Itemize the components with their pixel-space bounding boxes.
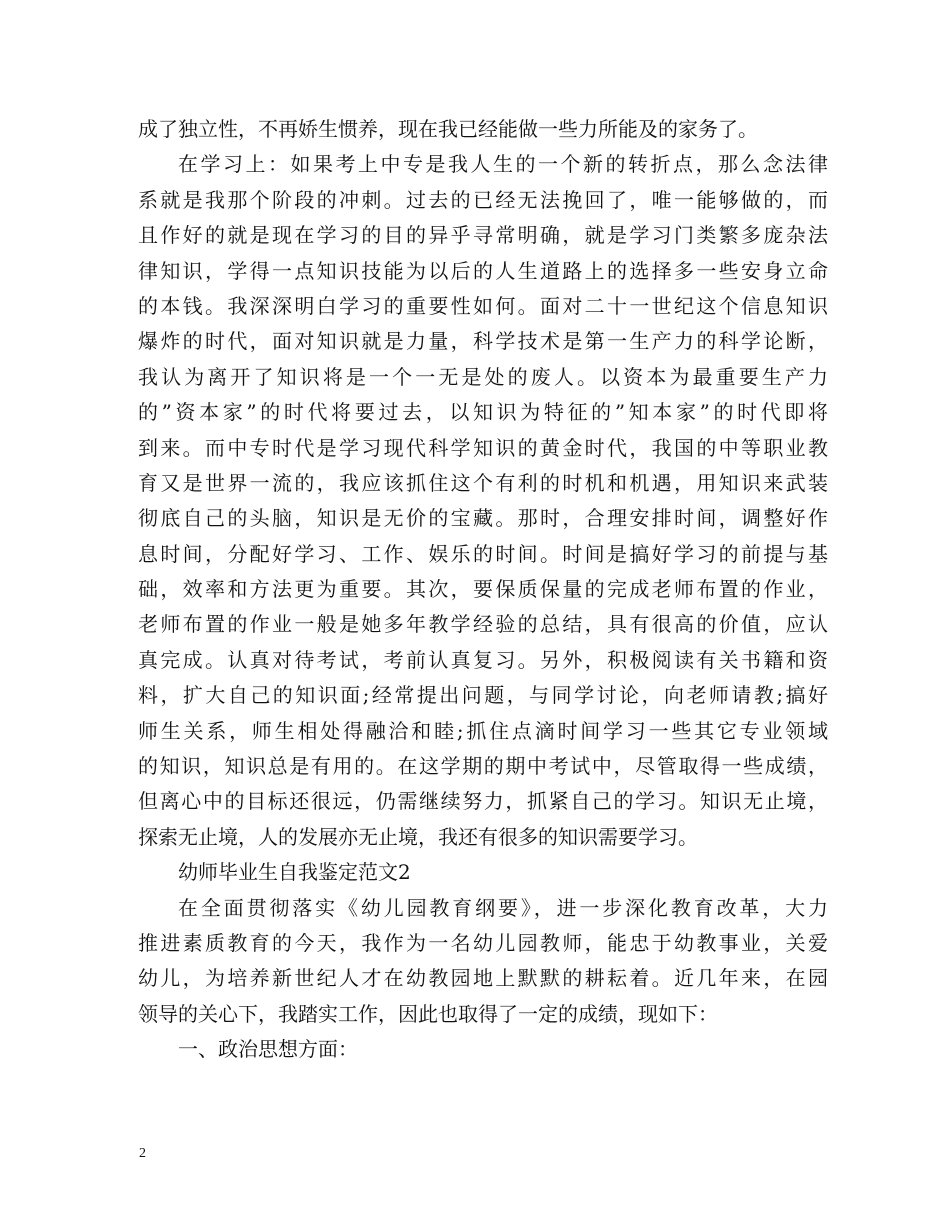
text-line: 领导的关心下，我踏实工作，因此也取得了一定的成绩，现如下： <box>138 1001 718 1026</box>
text-line: 彻底自己的头脑，知识是无价的宝藏。那时，合理安排时间，调整好作 <box>138 506 828 531</box>
text-line: 的”资本家”的时代将要过去，以知识为特征的”知本家”的时代即将 <box>138 400 828 425</box>
text-line: 到来。而中专时代是学习现代科学知识的黄金时代，我国的中等职业教 <box>138 435 828 460</box>
text-line: 育又是世界一流的，我应该抓住这个有利的时机和机遇，用知识来武装 <box>138 470 828 495</box>
text-line: 且作好的就是现在学习的目的异乎寻常明确，就是学习门类繁多庞杂法 <box>138 223 828 248</box>
subsection-heading: 一、政治思想方面： <box>178 1037 358 1062</box>
text-line: 老师布置的作业一般是她多年教学经验的总结，具有很高的价值，应认 <box>138 612 828 637</box>
text-line: 成了独立性，不再娇生惯养，现在我已经能做一些力所能及的家务了。 <box>138 117 758 141</box>
text-line: 系就是我那个阶段的冲刺。过去的已经无法挽回了，唯一能够做的，而 <box>138 187 828 212</box>
text-line: 础，效率和方法更为重要。其次，要保质保量的完成老师布置的作业， <box>138 577 828 602</box>
text-line: 息时间，分配好学习、工作、娱乐的时间。时间是搞好学习的前提与基 <box>138 541 828 566</box>
text-line: 律知识，学得一点知识技能为以后的人生道路上的选择多一些安身立命 <box>138 258 828 283</box>
text-line: 的知识，知识总是有用的。在这学期的期中考试中，尽管取得一些成绩， <box>138 754 828 779</box>
text-line: 真完成。认真对待考试，考前认真复习。另外，积极阅读有关书籍和资 <box>138 647 828 672</box>
text-line: 推进素质教育的今天，我作为一名幼儿园教师，能忠于幼教事业，关爱 <box>138 930 828 955</box>
paragraph-start-line: 在全面贯彻落实《幼儿园教育纲要》，进一步深化教育改革，大力 <box>178 895 828 920</box>
page-number: 2 <box>139 1146 146 1161</box>
text-line: 的本钱。我深深明白学习的重要性如何。面对二十一世纪这个信息知识 <box>138 293 828 318</box>
paragraph-start-line: 在学习上：如果考上中专是我人生的一个新的转折点，那么念法律 <box>178 152 828 177</box>
text-line: 料，扩大自己的知识面;经常提出问题，与同学讨论，向老师请教;搞好 <box>138 683 828 708</box>
body-text <box>138 112 828 1068</box>
text-line: 爆炸的时代，面对知识就是力量，科学技术是第一生产力的科学论断， <box>138 329 828 354</box>
text-line: 我认为离开了知识将是一个一无是处的废人。以资本为最重要生产力 <box>138 364 828 389</box>
text-line: 幼儿，为培养新世纪人才在幼教园地上默默的耕耘着。近几年来，在园 <box>138 966 828 991</box>
text-line: 师生关系，师生相处得融洽和睦;抓住点滴时间学习一些其它专业领域 <box>138 718 828 743</box>
section-heading: 幼师毕业生自我鉴定范文2 <box>178 860 411 885</box>
text-line: 探索无止境，人的发展亦无止境，我还有很多的知识需要学习。 <box>138 824 698 849</box>
text-line: 但离心中的目标还很远，仍需继续努力，抓紧自己的学习。知识无止境， <box>138 789 828 814</box>
